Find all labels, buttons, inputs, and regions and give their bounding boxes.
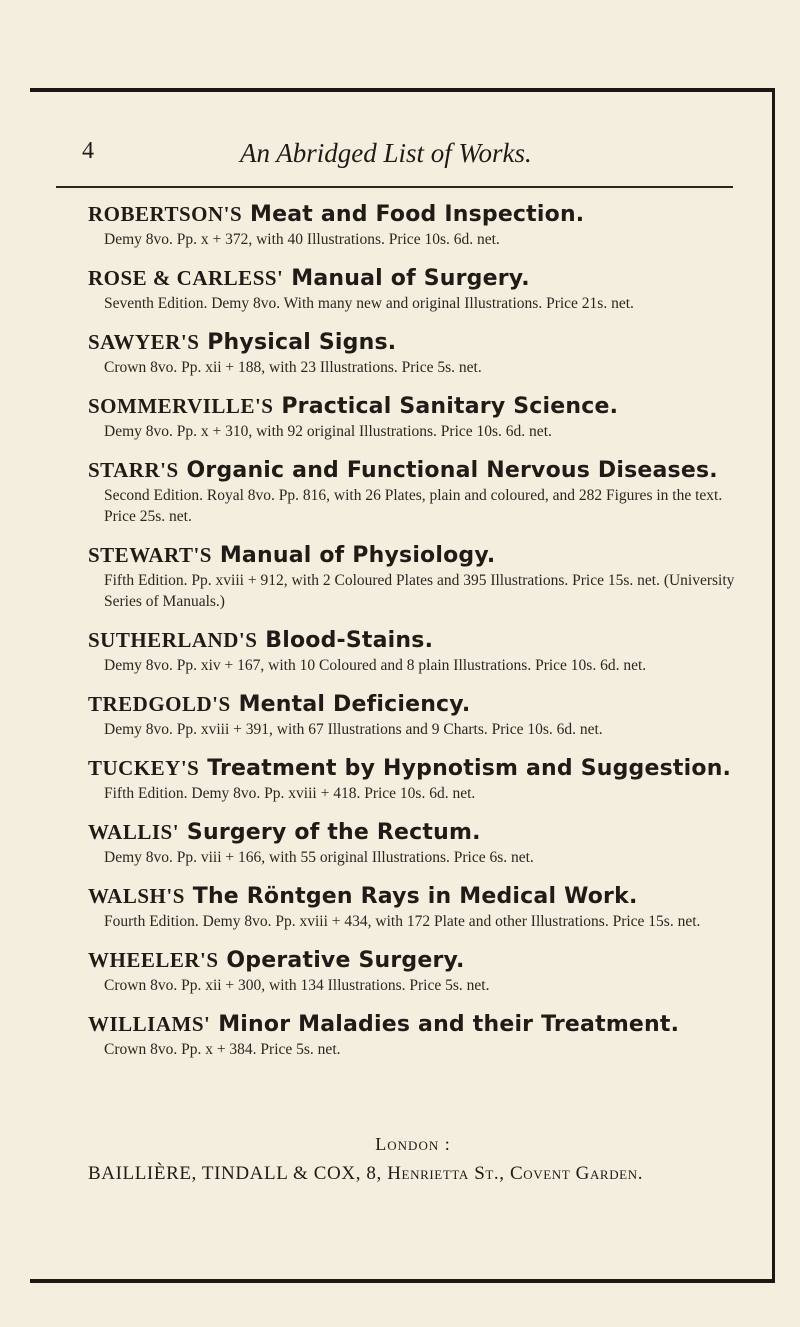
entry-detail: Demy 8vo. Pp. xiv + 167, with 10 Coloured and 8 plain Illustrations. Price 10s. 6d. net. bbox=[104, 657, 647, 674]
entry-heading bbox=[88, 456, 748, 485]
book-entry bbox=[88, 200, 748, 250]
running-title: An Abridged List of Works. bbox=[240, 138, 532, 168]
entry-detail: Demy 8vo. Pp. xviii + 391, with 67 Illustrations and 9 Charts. Price 10s. 6d. net. bbox=[104, 721, 603, 738]
book-entry bbox=[88, 818, 748, 868]
publisher-address: 8, Henrietta St., Covent Garden. bbox=[366, 1163, 644, 1184]
book-entry bbox=[88, 754, 748, 804]
entry-author: ROSE & CARLESS' bbox=[88, 266, 284, 290]
entry-detail: Crown 8vo. Pp. x + 384. Price 5s. net. bbox=[104, 1041, 341, 1058]
entry-heading bbox=[88, 264, 748, 293]
entry-author: TREDGOLD'S bbox=[88, 692, 231, 716]
entry-author: TUCKEY'S bbox=[88, 756, 200, 780]
book-entry bbox=[88, 456, 748, 527]
entry-title: Manual of Physiology. bbox=[219, 543, 496, 568]
book-entry bbox=[88, 264, 748, 314]
entry-detail: Demy 8vo. Pp. x + 372, with 40 Illustrations. Price 10s. 6d. net. bbox=[104, 231, 500, 248]
book-entry bbox=[88, 690, 748, 740]
entry-heading bbox=[88, 328, 748, 357]
entry-author: STEWART'S bbox=[88, 543, 212, 567]
entry-title: Meat and Food Inspection. bbox=[250, 202, 585, 227]
entry-heading bbox=[88, 818, 748, 847]
entry-detail: Demy 8vo. Pp. x + 310, with 92 original Illustrations. Price 10s. 6d. net. bbox=[104, 423, 552, 440]
entry-title: Physical Signs. bbox=[207, 330, 397, 355]
entry-heading bbox=[88, 754, 748, 783]
entry-detail: Second Edition. Royal 8vo. Pp. 816, with 26 Plates, plain and coloured, and 282 Figures in the text. Price 25s. net. bbox=[104, 487, 723, 525]
entry-title: Organic and Functional Nervous Diseases. bbox=[186, 458, 718, 483]
entry-title: Treatment by Hypnotism and Suggestion. bbox=[207, 756, 732, 781]
book-entry bbox=[88, 882, 748, 932]
entry-author: ROBERTSON'S bbox=[88, 202, 243, 226]
book-list bbox=[88, 200, 748, 1060]
entry-author: SUTHERLAND'S bbox=[88, 628, 258, 652]
page-number: 4 bbox=[82, 138, 94, 164]
entry-author: STARR'S bbox=[88, 458, 179, 482]
entry-heading bbox=[88, 1010, 748, 1039]
entry-heading bbox=[88, 690, 748, 719]
entry-title: Surgery of the Rectum. bbox=[186, 820, 481, 845]
entry-author: SAWYER'S bbox=[88, 330, 200, 354]
book-entry bbox=[88, 328, 748, 378]
publisher-line bbox=[88, 1163, 738, 1185]
header-rule bbox=[56, 186, 733, 188]
entry-heading bbox=[88, 882, 748, 911]
entry-detail: Fourth Edition. Demy 8vo. Pp. xviii + 434, with 172 Plate and other Illustrations. Price 15s. net. bbox=[104, 913, 701, 930]
publisher-footer bbox=[88, 1134, 738, 1185]
entry-detail: Crown 8vo. Pp. xii + 188, with 23 Illustrations. Price 5s. net. bbox=[104, 359, 482, 376]
entry-author: WILLIAMS' bbox=[88, 1012, 211, 1036]
book-entry bbox=[88, 626, 748, 676]
entry-detail: Fifth Edition. Demy 8vo. Pp. xviii + 418. Price 10s. 6d. net. bbox=[104, 785, 476, 802]
entry-title: The Röntgen Rays in Medical Work. bbox=[192, 884, 638, 909]
page-header bbox=[82, 138, 742, 184]
book-entry bbox=[88, 392, 748, 442]
entry-title: Blood-Stains. bbox=[265, 628, 434, 653]
entry-author: WALSH'S bbox=[88, 884, 185, 908]
entry-detail: Crown 8vo. Pp. xii + 300, with 134 Illustrations. Price 5s. net. bbox=[104, 977, 490, 994]
publisher-name: BAILLIÈRE, TINDALL & COX, bbox=[88, 1163, 362, 1184]
entry-title: Practical Sanitary Science. bbox=[281, 394, 619, 419]
book-entry bbox=[88, 946, 748, 996]
entry-detail: Demy 8vo. Pp. viii + 166, with 55 original Illustrations. Price 6s. net. bbox=[104, 849, 534, 866]
publisher-city: London : bbox=[375, 1134, 451, 1154]
entry-detail: Fifth Edition. Pp. xviii + 912, with 2 Coloured Plates and 395 Illustrations. Price 15s. net. (University Series of Manuals.) bbox=[104, 572, 735, 610]
entry-heading bbox=[88, 946, 748, 975]
entry-title: Minor Maladies and their Treatment. bbox=[218, 1012, 680, 1037]
book-entry bbox=[88, 541, 748, 612]
entry-author: SOMMERVILLE'S bbox=[88, 394, 274, 418]
entry-heading bbox=[88, 200, 748, 229]
entry-heading bbox=[88, 626, 748, 655]
entry-title: Operative Surgery. bbox=[226, 948, 465, 973]
entry-title: Mental Deficiency. bbox=[238, 692, 471, 717]
entry-heading bbox=[88, 392, 748, 421]
entry-title: Manual of Surgery. bbox=[291, 266, 530, 291]
entry-author: WHEELER'S bbox=[88, 948, 219, 972]
entry-heading bbox=[88, 541, 748, 570]
entry-author: WALLIS' bbox=[88, 820, 180, 844]
book-entry bbox=[88, 1010, 748, 1060]
entry-detail: Seventh Edition. Demy 8vo. With many new and original Illustrations. Price 21s. net. bbox=[104, 295, 634, 312]
